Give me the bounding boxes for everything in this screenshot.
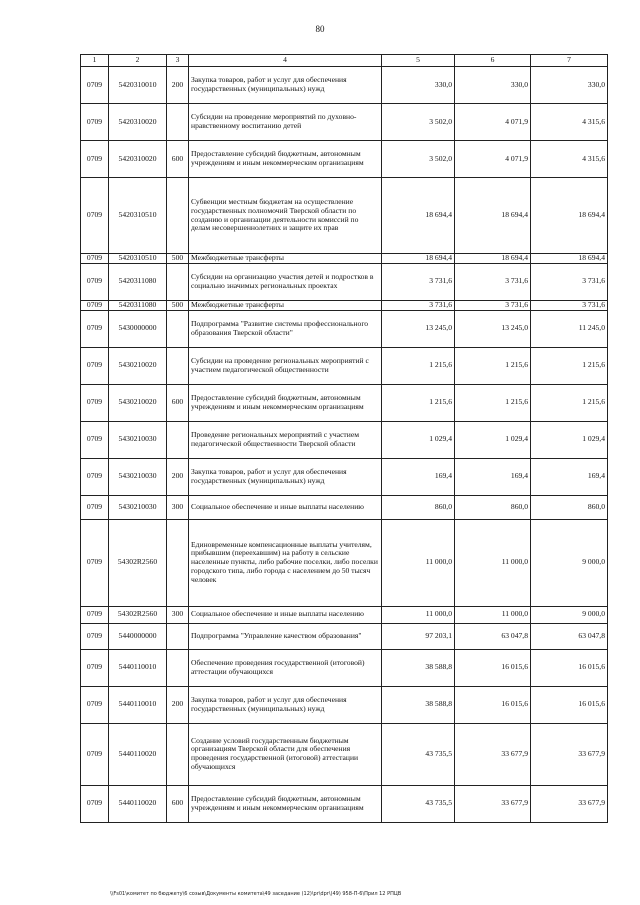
expense-type-cell: 500 bbox=[167, 254, 189, 264]
item-name-cell: Субсидии на проведение мероприятий по духовно-нравственному воспитанию детей bbox=[189, 104, 382, 141]
amount-year-2-cell: 33 677,9 bbox=[455, 723, 531, 785]
item-name-cell: Создание условий государственным бюджетным организациям Тверской области для обеспечения проведения государственной (итоговой) аттестации обучающихся bbox=[189, 723, 382, 785]
column-header: 7 bbox=[531, 55, 608, 67]
section-cell: 0709 bbox=[81, 300, 109, 310]
item-name-cell: Подпрограмма "Развитие системы профессионального образования Тверской области" bbox=[189, 310, 382, 347]
amount-year-1-cell: 3 731,6 bbox=[382, 263, 455, 300]
page-number: 80 bbox=[315, 24, 325, 34]
column-header: 2 bbox=[109, 55, 167, 67]
table-row bbox=[81, 178, 608, 254]
table-row bbox=[81, 723, 608, 785]
table-row bbox=[81, 254, 608, 264]
target-code-cell: 5430210020 bbox=[109, 347, 167, 384]
amount-year-3-cell: 1 215,6 bbox=[531, 347, 608, 384]
amount-year-1-cell: 860,0 bbox=[382, 495, 455, 519]
amount-year-3-cell: 3 731,6 bbox=[531, 300, 608, 310]
section-cell: 0709 bbox=[81, 785, 109, 822]
file-path-footer: \\Fs01\комитет по бюджету\6 созыв\Документы комитета\49 заседание (12)\pr\dpr\(49) 958-П-6\Прил 12 РПЦВ bbox=[110, 891, 402, 897]
item-name-cell: Предоставление субсидий бюджетным, автономным учреждениям и иным некоммерческим организациям bbox=[189, 141, 382, 178]
table-row bbox=[81, 785, 608, 822]
amount-year-2-cell: 169,4 bbox=[455, 458, 531, 495]
amount-year-1-cell: 18 694,4 bbox=[382, 178, 455, 254]
expense-type-cell bbox=[167, 347, 189, 384]
amount-year-1-cell: 169,4 bbox=[382, 458, 455, 495]
section-cell: 0709 bbox=[81, 495, 109, 519]
amount-year-1-cell: 1 215,6 bbox=[382, 384, 455, 421]
section-cell: 0709 bbox=[81, 519, 109, 606]
expense-type-cell: 200 bbox=[167, 686, 189, 723]
column-header: 5 bbox=[382, 55, 455, 67]
amount-year-1-cell: 38 588,8 bbox=[382, 686, 455, 723]
item-name-cell: Предоставление субсидий бюджетным, автономным учреждениям и иным некоммерческим организациям bbox=[189, 785, 382, 822]
table-row bbox=[81, 623, 608, 649]
target-code-cell: 5430000000 bbox=[109, 310, 167, 347]
item-name-cell: Социальное обеспечение и иные выплаты населению bbox=[189, 606, 382, 623]
section-cell: 0709 bbox=[81, 623, 109, 649]
table-row bbox=[81, 347, 608, 384]
item-name-cell: Субсидии на организацию участия детей и подростков в социально значимых региональных проектах bbox=[189, 263, 382, 300]
item-name-cell: Проведение региональных мероприятий с участием педагогической общественности Тверской области bbox=[189, 421, 382, 458]
target-code-cell: 5420311080 bbox=[109, 300, 167, 310]
amount-year-2-cell: 1 029,4 bbox=[455, 421, 531, 458]
expense-type-cell: 300 bbox=[167, 606, 189, 623]
table-row bbox=[81, 263, 608, 300]
table-row bbox=[81, 458, 608, 495]
amount-year-2-cell: 18 694,4 bbox=[455, 178, 531, 254]
column-header: 1 bbox=[81, 55, 109, 67]
amount-year-2-cell: 860,0 bbox=[455, 495, 531, 519]
amount-year-3-cell: 18 694,4 bbox=[531, 178, 608, 254]
item-name-cell: Закупка товаров, работ и услуг для обеспечения государственных (муниципальных) нужд bbox=[189, 458, 382, 495]
table-row bbox=[81, 519, 608, 606]
section-cell: 0709 bbox=[81, 347, 109, 384]
expense-type-cell: 300 bbox=[167, 495, 189, 519]
target-code-cell: 5430210030 bbox=[109, 458, 167, 495]
amount-year-2-cell: 330,0 bbox=[455, 67, 531, 104]
item-name-cell: Единовременные компенсационные выплаты учителям, прибывшим (переехавшим) на работу в сельские населенные пункты, либо рабочие поселки, либо поселки городского типа, либо города с населением до 50 тысяч человек bbox=[189, 519, 382, 606]
expense-type-cell bbox=[167, 421, 189, 458]
expense-type-cell: 200 bbox=[167, 67, 189, 104]
item-name-cell: Межбюджетные трансферты bbox=[189, 300, 382, 310]
section-cell: 0709 bbox=[81, 723, 109, 785]
section-cell: 0709 bbox=[81, 686, 109, 723]
amount-year-3-cell: 1 215,6 bbox=[531, 384, 608, 421]
column-header: 4 bbox=[189, 55, 382, 67]
section-cell: 0709 bbox=[81, 67, 109, 104]
amount-year-1-cell: 38 588,8 bbox=[382, 649, 455, 686]
target-code-cell: 5420310510 bbox=[109, 178, 167, 254]
target-code-cell: 5440110020 bbox=[109, 785, 167, 822]
table-row bbox=[81, 141, 608, 178]
amount-year-3-cell: 9 000,0 bbox=[531, 519, 608, 606]
item-name-cell: Обеспечение проведения государственной (итоговой) аттестации обучающихся bbox=[189, 649, 382, 686]
amount-year-2-cell: 11 000,0 bbox=[455, 606, 531, 623]
item-name-cell: Подпрограмма "Управление качеством образования" bbox=[189, 623, 382, 649]
section-cell: 0709 bbox=[81, 649, 109, 686]
amount-year-3-cell: 860,0 bbox=[531, 495, 608, 519]
amount-year-1-cell: 1 215,6 bbox=[382, 347, 455, 384]
amount-year-1-cell: 330,0 bbox=[382, 67, 455, 104]
amount-year-1-cell: 97 203,1 bbox=[382, 623, 455, 649]
amount-year-3-cell: 4 315,6 bbox=[531, 104, 608, 141]
section-cell: 0709 bbox=[81, 263, 109, 300]
amount-year-2-cell: 11 000,0 bbox=[455, 519, 531, 606]
amount-year-3-cell: 33 677,9 bbox=[531, 785, 608, 822]
amount-year-1-cell: 3 731,6 bbox=[382, 300, 455, 310]
amount-year-1-cell: 13 245,0 bbox=[382, 310, 455, 347]
item-name-cell: Социальное обеспечение и иные выплаты населению bbox=[189, 495, 382, 519]
item-name-cell: Закупка товаров, работ и услуг для обеспечения государственных (муниципальных) нужд bbox=[189, 67, 382, 104]
section-cell: 0709 bbox=[81, 458, 109, 495]
amount-year-3-cell: 4 315,6 bbox=[531, 141, 608, 178]
amount-year-2-cell: 16 015,6 bbox=[455, 686, 531, 723]
table-row bbox=[81, 384, 608, 421]
amount-year-1-cell: 11 000,0 bbox=[382, 519, 455, 606]
expense-type-cell bbox=[167, 104, 189, 141]
section-cell: 0709 bbox=[81, 310, 109, 347]
column-header: 6 bbox=[455, 55, 531, 67]
item-name-cell: Межбюджетные трансферты bbox=[189, 254, 382, 264]
expense-type-cell bbox=[167, 623, 189, 649]
amount-year-1-cell: 18 694,4 bbox=[382, 254, 455, 264]
amount-year-2-cell: 16 015,6 bbox=[455, 649, 531, 686]
expense-type-cell: 200 bbox=[167, 458, 189, 495]
amount-year-2-cell: 33 677,9 bbox=[455, 785, 531, 822]
amount-year-2-cell: 4 071,9 bbox=[455, 104, 531, 141]
item-name-cell: Субсидии на проведение региональных мероприятий с участием педагогической общественности bbox=[189, 347, 382, 384]
table-row bbox=[81, 104, 608, 141]
target-code-cell: 5440110010 bbox=[109, 649, 167, 686]
amount-year-3-cell: 16 015,6 bbox=[531, 649, 608, 686]
table-row bbox=[81, 300, 608, 310]
expense-type-cell bbox=[167, 649, 189, 686]
section-cell: 0709 bbox=[81, 254, 109, 264]
amount-year-3-cell: 11 245,0 bbox=[531, 310, 608, 347]
table-header-row bbox=[81, 55, 608, 67]
target-code-cell: 5420310020 bbox=[109, 141, 167, 178]
amount-year-1-cell: 11 000,0 bbox=[382, 606, 455, 623]
amount-year-1-cell: 1 029,4 bbox=[382, 421, 455, 458]
item-name-cell: Предоставление субсидий бюджетным, автономным учреждениям и иным некоммерческим организациям bbox=[189, 384, 382, 421]
expense-type-cell: 600 bbox=[167, 785, 189, 822]
expense-type-cell bbox=[167, 310, 189, 347]
section-cell: 0709 bbox=[81, 384, 109, 421]
expense-type-cell: 500 bbox=[167, 300, 189, 310]
amount-year-2-cell: 1 215,6 bbox=[455, 347, 531, 384]
amount-year-3-cell: 16 015,6 bbox=[531, 686, 608, 723]
amount-year-2-cell: 4 071,9 bbox=[455, 141, 531, 178]
table-row bbox=[81, 495, 608, 519]
amount-year-3-cell: 18 694,4 bbox=[531, 254, 608, 264]
table-row bbox=[81, 310, 608, 347]
expense-type-cell bbox=[167, 178, 189, 254]
amount-year-3-cell: 1 029,4 bbox=[531, 421, 608, 458]
target-code-cell: 5430210030 bbox=[109, 421, 167, 458]
target-code-cell: 5440110020 bbox=[109, 723, 167, 785]
table-row bbox=[81, 421, 608, 458]
amount-year-1-cell: 43 735,5 bbox=[382, 785, 455, 822]
amount-year-2-cell: 1 215,6 bbox=[455, 384, 531, 421]
amount-year-2-cell: 18 694,4 bbox=[455, 254, 531, 264]
expense-type-cell bbox=[167, 263, 189, 300]
amount-year-2-cell: 13 245,0 bbox=[455, 310, 531, 347]
expense-type-cell bbox=[167, 723, 189, 785]
section-cell: 0709 bbox=[81, 178, 109, 254]
amount-year-3-cell: 9 000,0 bbox=[531, 606, 608, 623]
section-cell: 0709 bbox=[81, 421, 109, 458]
target-code-cell: 5430210020 bbox=[109, 384, 167, 421]
column-header: 3 bbox=[167, 55, 189, 67]
expense-type-cell: 600 bbox=[167, 141, 189, 178]
section-cell: 0709 bbox=[81, 141, 109, 178]
amount-year-1-cell: 3 502,0 bbox=[382, 141, 455, 178]
amount-year-2-cell: 63 047,8 bbox=[455, 623, 531, 649]
target-code-cell: 54302R2560 bbox=[109, 606, 167, 623]
target-code-cell: 5440110010 bbox=[109, 686, 167, 723]
section-cell: 0709 bbox=[81, 104, 109, 141]
table-row bbox=[81, 606, 608, 623]
expense-type-cell: 600 bbox=[167, 384, 189, 421]
target-code-cell: 54302R2560 bbox=[109, 519, 167, 606]
expense-type-cell bbox=[167, 519, 189, 606]
table-row bbox=[81, 67, 608, 104]
section-cell: 0709 bbox=[81, 606, 109, 623]
target-code-cell: 5420310020 bbox=[109, 104, 167, 141]
amount-year-2-cell: 3 731,6 bbox=[455, 300, 531, 310]
amount-year-3-cell: 169,4 bbox=[531, 458, 608, 495]
amount-year-3-cell: 63 047,8 bbox=[531, 623, 608, 649]
target-code-cell: 5420311080 bbox=[109, 263, 167, 300]
amount-year-2-cell: 3 731,6 bbox=[455, 263, 531, 300]
amount-year-1-cell: 43 735,5 bbox=[382, 723, 455, 785]
target-code-cell: 5440000000 bbox=[109, 623, 167, 649]
target-code-cell: 5420310010 bbox=[109, 67, 167, 104]
amount-year-3-cell: 330,0 bbox=[531, 67, 608, 104]
item-name-cell: Субвенции местным бюджетам на осуществление государственных полномочий Тверской области по созданию и организации деятельности комиссий по делам несовершеннолетних и защите их прав bbox=[189, 178, 382, 254]
table-row bbox=[81, 686, 608, 723]
amount-year-3-cell: 3 731,6 bbox=[531, 263, 608, 300]
item-name-cell: Закупка товаров, работ и услуг для обеспечения государственных (муниципальных) нужд bbox=[189, 686, 382, 723]
target-code-cell: 5420310510 bbox=[109, 254, 167, 264]
target-code-cell: 5430210030 bbox=[109, 495, 167, 519]
table-row bbox=[81, 649, 608, 686]
budget-table bbox=[80, 54, 608, 823]
amount-year-1-cell: 3 502,0 bbox=[382, 104, 455, 141]
amount-year-3-cell: 33 677,9 bbox=[531, 723, 608, 785]
